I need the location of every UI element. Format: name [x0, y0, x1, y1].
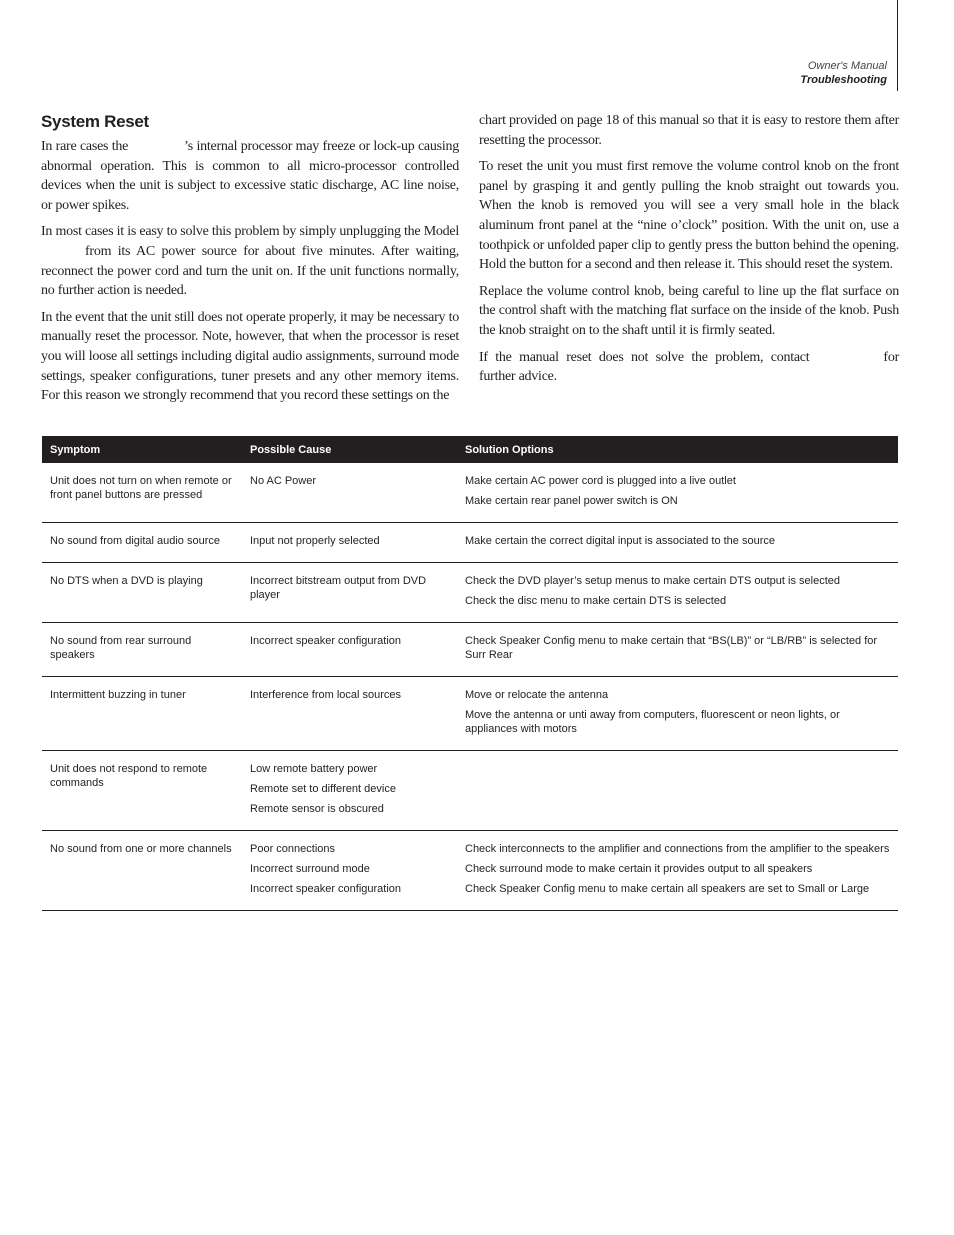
- paragraph-4: chart provided on page 18 of this manual so that it is easy to restore them after resetting the processor.: [479, 113, 899, 148]
- table-row: [42, 523, 898, 563]
- cause-item: No AC Power: [250, 475, 317, 487]
- solution-cell: [457, 677, 898, 751]
- symptom-cell: No sound from rear surround speakers: [42, 623, 242, 677]
- cause-cell: [242, 563, 457, 623]
- paragraph-2-start: In most cases it is easy to solve this problem by simply unplugging the Model: [41, 224, 459, 240]
- header-symptom: Symptom: [42, 436, 242, 463]
- running-head: [800, 59, 887, 87]
- cause-cell: [242, 523, 457, 563]
- solution-item: Move the antenna or unti away from computers, fluorescent or neon lights, or appliances with motors: [465, 709, 840, 735]
- table-row: [42, 831, 898, 911]
- symptom-cell: No sound from digital audio source: [42, 523, 242, 563]
- paragraph-1-end: ’s internal processor may freeze or lock-up causing abnormal operation. This is common to all micro-processor controlled devices when the unit is subject to excessive static discharge, AC line noise, or power spikes.: [41, 139, 459, 213]
- solution-item: Make certain the correct digital input is associated to the source: [465, 535, 775, 547]
- troubleshooting-table: [42, 436, 898, 911]
- section-label: Troubleshooting: [800, 74, 887, 86]
- section-title: System Reset: [41, 112, 149, 131]
- solution-item: Make certain rear panel power switch is ON: [465, 495, 678, 507]
- cause-item: Low remote battery power: [250, 763, 378, 775]
- header-possible-cause: Possible Cause: [242, 436, 457, 463]
- table-row: [42, 677, 898, 751]
- paragraph-7-start: If the manual reset does not solve the problem, contact: [479, 349, 810, 365]
- cause-cell: [242, 623, 457, 677]
- table-header-row: [42, 436, 898, 463]
- paragraph-1: [41, 137, 459, 215]
- cause-cell: [242, 751, 457, 831]
- table-row: [42, 623, 898, 677]
- cause-item: Remote sensor is obscured: [250, 803, 384, 815]
- solution-item: Check surround mode to make certain it provides output to all speakers: [465, 863, 813, 875]
- solution-cell: [457, 831, 898, 911]
- cause-item: Incorrect speaker configuration: [250, 635, 402, 647]
- manual-label: Owner's Manual: [807, 60, 887, 72]
- solution-item: Make certain AC power cord is plugged into a live outlet: [465, 475, 736, 487]
- solution-item: Check Speaker Config menu to make certain that “BS(LB)” or “LB/RB” is selected for Surr Rear: [465, 635, 878, 661]
- paragraph-2: [41, 222, 459, 300]
- solution-item: Check interconnects to the amplifier and connections from the amplifier to the speakers: [465, 843, 890, 855]
- symptom-cell: No DTS when a DVD is playing: [42, 563, 242, 623]
- table-row: [42, 463, 898, 523]
- solution-cell: [457, 623, 898, 677]
- solution-cell: [457, 751, 898, 831]
- paragraph-6: Replace the volume control knob, being careful to line up the flat surface on the control shaft with the matching flat surface on the inside of the knob. Push the knob straight on to the shaft until it is firmly seated.: [479, 283, 899, 338]
- cause-item: Remote set to different device: [250, 783, 396, 795]
- solution-item: Move or relocate the antenna: [465, 689, 609, 701]
- cause-cell: [242, 677, 457, 751]
- cause-cell: [242, 831, 457, 911]
- cause-item: Incorrect surround mode: [250, 863, 370, 875]
- table-row: [42, 751, 898, 831]
- left-column: [41, 111, 459, 413]
- paragraph-3: In the event that the unit still does not operate properly, it may be necessary to manually reset the processor. Note, however, that when the processor is reset you will loose all settings including digital audio assignments, surround mode settings, speaker configurations, tuner presets and any other memory items. For this reason we strongly recommend that you record these settings on the: [41, 309, 459, 404]
- table-row: [42, 563, 898, 623]
- paragraph-7: [479, 348, 899, 387]
- cause-cell: [242, 463, 457, 523]
- header-rule: [897, 0, 898, 91]
- paragraph-2-end: from its AC power source for about five minutes. After waiting, reconnect the power cord and turn the unit on. If the unit functions normally, no further action is needed.: [41, 243, 459, 299]
- cause-item: Incorrect bitstream output from DVD player: [250, 575, 427, 601]
- symptom-cell: No sound from one or more channels: [42, 831, 242, 911]
- solution-cell: [457, 463, 898, 523]
- symptom-cell: Intermittent buzzing in tuner: [42, 677, 242, 751]
- paragraph-1-start: In rare cases the: [41, 139, 129, 154]
- symptom-cell: Unit does not turn on when remote or front panel buttons are pressed: [42, 463, 242, 523]
- solution-cell: [457, 563, 898, 623]
- table-body: [42, 463, 898, 911]
- paragraph-7-end: for further advice.: [479, 349, 899, 385]
- solution-cell: [457, 523, 898, 563]
- paragraph-5: To reset the unit you must first remove the volume control knob on the front panel by grasping it and gently pulling the knob straight out towards you. When the knob is removed you will see a very small hole in the black aluminum front panel at the “nine o’clock” position. With the unit on, use a toothpick or unfolded paper clip to gently press the button behind the opening. Hold the button for a second and then release it. This should reset the system.: [479, 159, 899, 273]
- cause-item: Incorrect speaker configuration: [250, 883, 402, 895]
- right-column: [479, 111, 899, 394]
- header-solution-options: Solution Options: [457, 436, 898, 463]
- symptom-cell: Unit does not respond to remote commands: [42, 751, 242, 831]
- cause-item: Interference from local sources: [250, 689, 402, 701]
- cause-item: Poor connections: [250, 843, 335, 855]
- cause-item: Input not properly selected: [250, 535, 380, 547]
- solution-item: Check the DVD player’s setup menus to make certain DTS output is selected: [465, 575, 840, 587]
- solution-item: Check Speaker Config menu to make certain all speakers are set to Small or Large: [465, 883, 870, 895]
- solution-item: Check the disc menu to make certain DTS is selected: [465, 595, 727, 607]
